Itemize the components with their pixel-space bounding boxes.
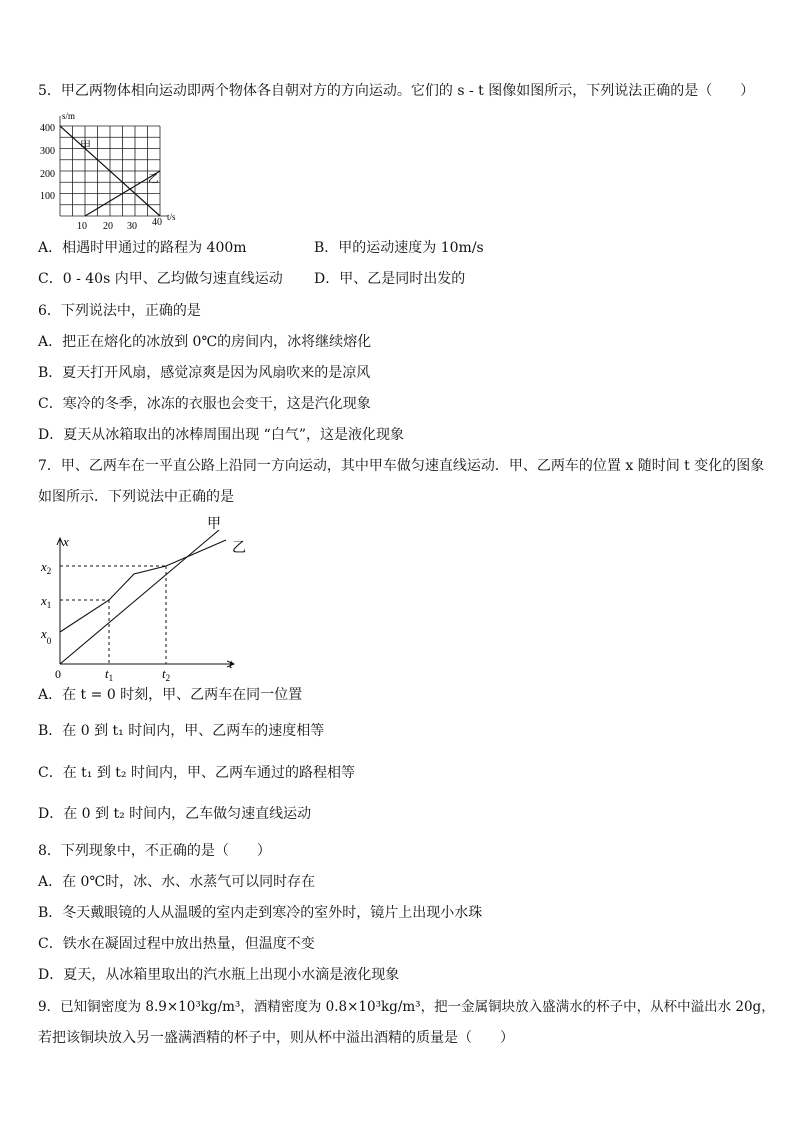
q5-x-tick-10: 10	[77, 221, 87, 232]
q7-stem-line1: 7．甲、乙两车在一平直公路上沿同一方向运动，其中甲车做匀速直线运动．甲、乙两车的位置 x 随时间 t 变化的图象	[38, 458, 765, 474]
q7-axis-t-label: t	[229, 656, 233, 671]
q5-x-unit: t/s	[167, 212, 176, 222]
q5-y-tick-300: 300	[40, 146, 55, 157]
q7-x0-label: $x_0$	[41, 626, 52, 646]
q7-option-c[interactable]: C．在 t₁ 到 t₂ 时间内，甲、乙两车通过的路程相等	[38, 765, 355, 781]
q6-option-b[interactable]: B．夏天打开风扇，感觉凉爽是因为风扇吹来的是凉风	[38, 365, 371, 381]
q7-t1-label: $t_1$	[105, 666, 114, 682]
q5-option-c[interactable]: C．0 - 40s 内甲、乙均做匀速直线运动	[38, 271, 283, 287]
q5-stem	[38, 82, 754, 100]
q5-y-tick-100: 100	[40, 191, 55, 202]
q8-option-a[interactable]: A．在 0℃时，冰、水、水蒸气可以同时存在	[38, 874, 316, 890]
q9-line2: 若把该铜块放入另一盛满酒精的杯子中，则从杯中溢出酒精的质量是（ ）	[38, 1030, 514, 1046]
q7-label-yi: 乙	[232, 541, 246, 556]
q5-option-d[interactable]: D．甲、乙是同时出发的	[314, 271, 466, 287]
q7-option-d[interactable]: D．在 0 到 t₂ 时间内，乙车做匀速直线运动	[38, 806, 312, 822]
q7-option-b[interactable]: B．在 0 到 t₁ 时间内，甲、乙两车的速度相等	[38, 723, 325, 739]
q5-x-tick-20: 20	[103, 221, 113, 232]
q7-origin-label: 0	[55, 667, 61, 681]
q5-label-jia: 甲	[80, 140, 91, 152]
q5-stem-text: 甲乙两物体相向运动即两个物体各自朝对方的方向运动。它们的 s - t 图像如图所示，下列说法正确的是（ ）	[60, 83, 755, 99]
q8-option-b[interactable]: B．冬天戴眼镜的人从温暖的室内走到寒冷的室外时，镜片上出现小水珠	[38, 905, 483, 921]
q8-option-c[interactable]: C．铁水在凝固过程中放出热量，但温度不变	[38, 936, 315, 952]
q9-line1: 9．已知铜密度为 8.9×10³kg/m³，酒精密度为 0.8×10³kg/m³，把一金属铜块放入盛满水的杯子中，从杯中溢出水 20g，	[38, 999, 775, 1015]
q6-option-c[interactable]: C．寒冷的冬季，冰冻的衣服也会变干，这是汽化现象	[38, 396, 371, 412]
q7-label-jia: 甲	[207, 517, 221, 532]
q7-xt-graph	[36, 514, 256, 682]
q5-option-a[interactable]: A．相遇时甲通过的路程为 400m	[38, 240, 247, 256]
q5-y-tick-200: 200	[40, 169, 55, 180]
q7-stem-line2: 如图所示．下列说法中正确的是	[38, 489, 234, 505]
q8-option-d[interactable]: D．夏天，从冰箱里取出的汽水瓶上出现小水滴是液化现象	[38, 967, 400, 983]
q7-x2-label: $x_2$	[41, 559, 52, 576]
q7-t2-label: $t_2$	[162, 666, 171, 682]
q6-option-d[interactable]: D．夏天从冰箱取出的冰棒周围出现 “白气”，这是液化现象	[38, 427, 404, 443]
q7-line-jia	[60, 530, 219, 664]
q5-label-yi: 乙	[148, 173, 159, 185]
q5-y-tick-400: 400	[40, 123, 55, 134]
q7-line-yi	[60, 540, 226, 632]
q5-y-unit: s/m	[62, 111, 76, 121]
q7-axis-x-label: x	[63, 534, 69, 549]
q8-stem: 8．下列现象中，不正确的是（ ）	[38, 843, 271, 859]
q5-grid	[60, 116, 168, 216]
q5-x-tick-30: 30	[127, 221, 137, 232]
q7-option-a[interactable]: A．在 t = 0 时刻，甲、乙两车在同一位置	[38, 687, 303, 703]
q5-option-b[interactable]: B．甲的运动速度为 10m/s	[314, 240, 484, 256]
q7-x1-label: $x_1$	[41, 593, 52, 610]
q6-stem: 6．下列说法中，正确的是	[38, 303, 201, 319]
q5-x-tick-40: 40	[152, 217, 162, 228]
q5-number: 5．	[38, 83, 61, 99]
q6-option-a[interactable]: A．把正在熔化的冰放到 0℃的房间内，冰将继续熔化	[38, 334, 372, 350]
q5-st-graph	[34, 108, 194, 232]
